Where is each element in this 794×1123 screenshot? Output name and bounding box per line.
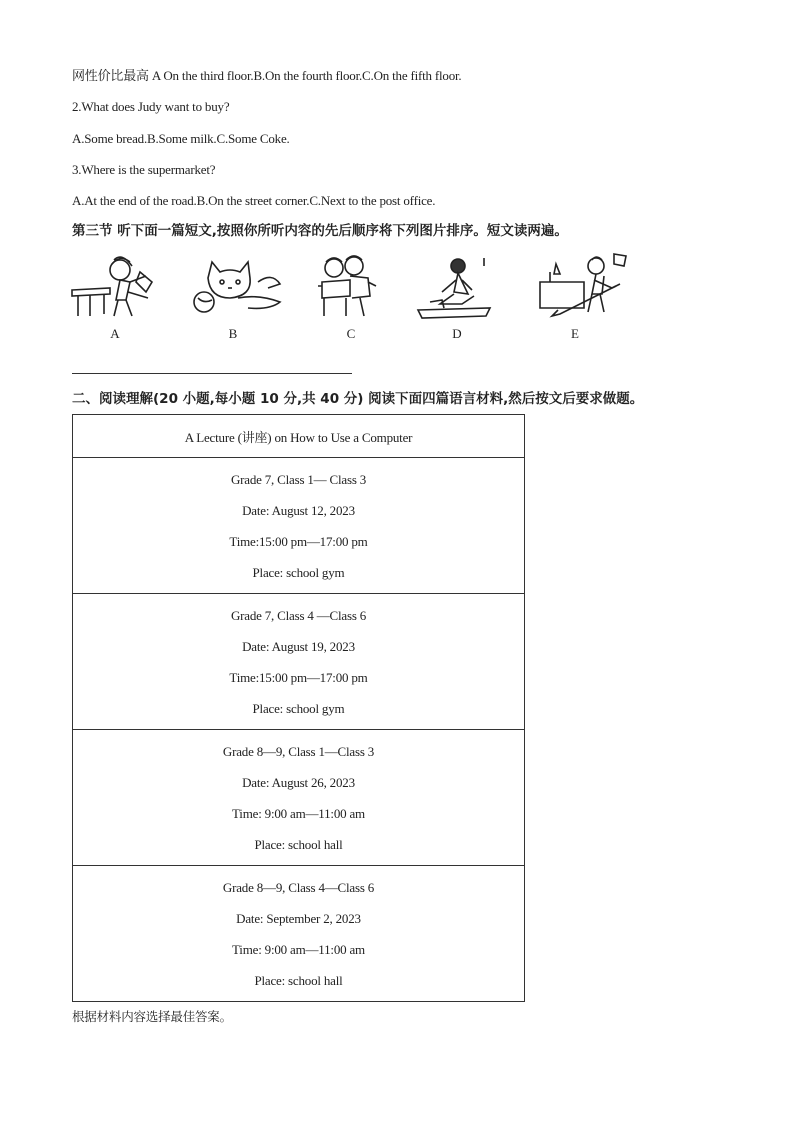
picture-label: A <box>110 326 120 341</box>
lecture-table <box>72 414 525 1002</box>
two-people-picture <box>306 252 396 344</box>
girl-sitting-picture <box>412 252 502 344</box>
session-time: Time:15:00 pm—17:00 pm <box>229 669 368 685</box>
session-time: Time:15:00 pm—17:00 pm <box>229 533 368 549</box>
section-3-instruction: 第三节 听下面一篇短文,按照你所听内容的先后顺序将下列图片排序。短文读两遍。 <box>72 223 568 239</box>
session-classes: Grade 8—9, Class 1—Class 3 <box>222 743 375 759</box>
part-2-heading: 二、阅读理解(20 小题,每小题 10 分,共 40 分) 阅读下面四篇语言材料,然后按文后要求做题。 <box>72 391 644 407</box>
session-date: Date: August 26, 2023 <box>242 774 355 790</box>
session-classes: Grade 7, Class 1— Class 3 <box>230 471 367 487</box>
session-1 <box>73 458 525 594</box>
picture-label: B <box>228 326 238 341</box>
session-classes: Grade 7, Class 4 —Class 6 <box>230 607 367 623</box>
question-2-options: A.Some bread.B.Some milk.C.Some Coke. <box>72 131 290 146</box>
session-date: Date: September 2, 2023 <box>236 910 361 926</box>
picture-row <box>70 252 630 344</box>
question-1-options: 网性价比最高 A On the third floor.B.On the fourth floor.C.On the fifth floor. <box>72 68 462 83</box>
session-time: Time: 9:00 am—11:00 am <box>232 941 365 957</box>
cat-with-ball-picture <box>188 252 278 344</box>
boy-sweeping-picture <box>530 252 620 344</box>
boy-at-table-picture <box>70 252 160 344</box>
session-time: Time: 9:00 am—11:00 am <box>232 805 365 821</box>
session-place: Place: school hall <box>254 972 343 988</box>
session-place: Place: school gym <box>252 700 345 716</box>
picture-label: C <box>346 326 356 341</box>
question-2: 2.What does Judy want to buy? <box>72 99 230 114</box>
session-2 <box>73 594 525 730</box>
question-3: 3.Where is the supermarket? <box>72 162 216 177</box>
session-3 <box>73 730 525 866</box>
picture-label: D <box>452 326 462 341</box>
session-date: Date: August 12, 2023 <box>242 502 355 518</box>
picture-label: E <box>571 326 579 341</box>
session-4 <box>73 866 525 1002</box>
session-place: Place: school gym <box>252 564 345 580</box>
session-place: Place: school hall <box>254 836 343 852</box>
question-3-options: A.At the end of the road.B.On the street corner.C.Next to the post office. <box>72 193 436 208</box>
session-classes: Grade 8—9, Class 4—Class 6 <box>222 879 375 895</box>
answer-line[interactable] <box>72 373 352 374</box>
lecture-title: A Lecture (讲座) on How to Use a Computer <box>73 415 525 458</box>
final-instruction: 根据材料内容选择最佳答案。 <box>72 1009 232 1024</box>
session-date: Date: August 19, 2023 <box>242 638 355 654</box>
